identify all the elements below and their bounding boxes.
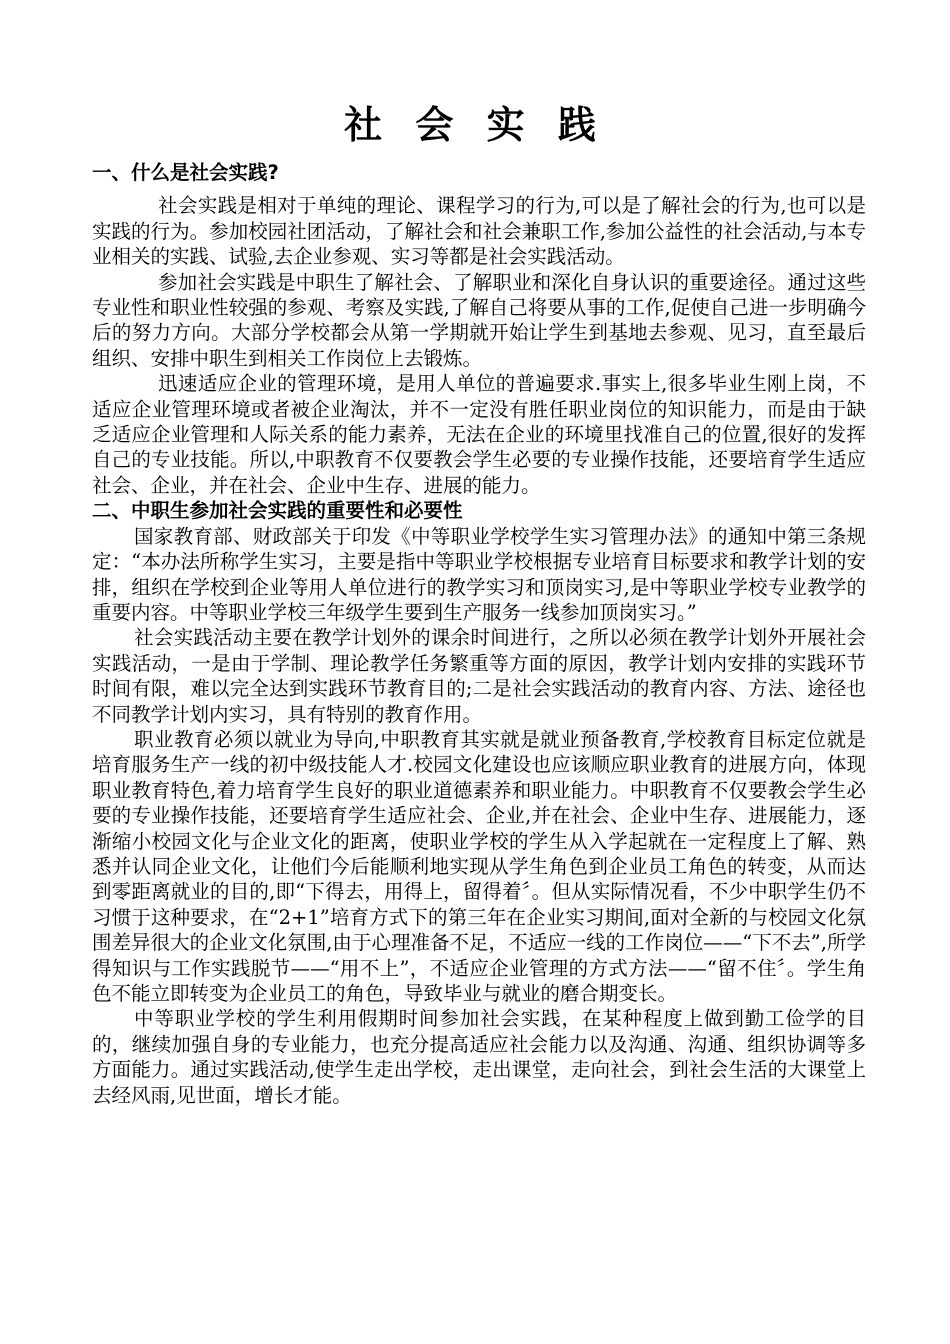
document-body — [92, 160, 866, 1108]
section-1-paragraph-1: 社会实践是相对于单纯的理论、课程学习的行为,可以是了解社会的行为,也可以是实践的行为。参加校园社团活动，了解社会和社会兼职工作,参加公益性的社会活动,与本专业相关的实践、试验,去企业参观、实习等都是社会实践活动。 — [92, 194, 866, 269]
document-title: 社 会 实 践 — [344, 102, 606, 147]
section-1-heading: 一、什么是社会实践? — [92, 161, 279, 184]
section-1-paragraph-3: 迅速适应企业的管理环境，是用人单位的普遍要求.事实上,很多毕业生刚上岗，不适应企业管理环境或者被企业淘汰，并不一定没有胜任职业岗位的知识能力，而是由于缺乏适应企业管理和人际关系的能力素养，无法在企业的环境里找准自己的位置,很好的发挥自己的专业技能。所以,中职教育不仅要教会学生必要的专业操作技能，还要培育学生适应社会、企业，并在社会、企业中生存、进展的能力。 — [92, 372, 866, 497]
section-1-paragraph-2: 参加社会实践是中职生了解社会、了解职业和深化自身认识的重要途径。通过这些专业性和职业性较强的参观、考察及实践,了解自己将要从事的工作,促使自己进一步明确今后的努力方向。大部分学校都会从第一学期就开始让学生到基地去参观、见习，直至最后组织、安排中职生到相关工作岗位上去锻炼。 — [92, 270, 866, 370]
section-2-heading: 二、中职生参加社会实践的重要性和必要性 — [92, 499, 463, 523]
section-2-paragraph-2: 社会实践活动主要在教学计划外的课余时间进行，之所以必须在教学计划外开展社会实践活动，一是由于学制、理论教学任务繁重等方面的原因，教学计划内安排的实践环节时间有限，难以完全达到实践环节教育目的;二是社会实践活动的教育内容、方法、途径也不同教学计划内实习，具有特别的教育作用。 — [92, 626, 866, 726]
section-2-paragraph-4: 中等职业学校的学生利用假期时间参加社会实践，在某种程度上做到勤工俭学的目的，继续加强自身的专业能力，也充分提高适应社会能力以及沟通、沟通、组织协调等多方面能力。通过实践活动,使学生走出学校，走出课堂，走向社会，到社会生活的大课堂上去经风雨,见世面，增长才能。 — [92, 1007, 866, 1107]
section-2-paragraph-1: 国家教育部、财政部关于印发《中等职业学校学生实习管理办法》的通知中第三条规定：“本办法所称学生实习，主要是指中等职业学校根据专业培育目标要求和教学计划的安排，组织在学校到企业等用人单位进行的教学实习和顶岗实习,是中等职业学校专业教学的重要内容。中等职业学校三年级学生要到生产服务一线参加顶岗实习。” — [92, 524, 866, 624]
section-2-paragraph-3: 职业教育必须以就业为导向,中职教育其实就是就业预备教育,学校教育目标定位就是培育服务生产一线的初中级技能人才.校园文化建设也应该顺应职业教育的进展方向，体现职业教育特色,着力培育学生良好的职业道德素养和职业能力。中职教育不仅要教会学生必要的专业操作技能，还要培育学生适应社会、企业,并在社会、企业中生存、进展能力，逐渐缩小校园文化与企业文化的距离，使职业学校的学生从入学起就在一定程度上了解、熟悉并认同企业文化，让他们今后能顺利地实现从学生角色到企业员工角色的转变，从而达到零距离就业的目的,即“下得去，用得上，留得着〞。但从实际情况看，不少中职学生仍不习惯于这种要求，在“2+1”培育方式下的第三年在企业实习期间,面对全新的与校园文化氛围差异很大的企业文化氛围,由于心理准备不足，不适应一线的工作岗位——“下不去”,所学得知识与工作实践脱节——“用不上”，不适应企业管理的方式方法——“留不住〞。学生角色不能立即转变为企业员工的角色，导致毕业与就业的磨合期变长。 — [92, 727, 866, 1005]
